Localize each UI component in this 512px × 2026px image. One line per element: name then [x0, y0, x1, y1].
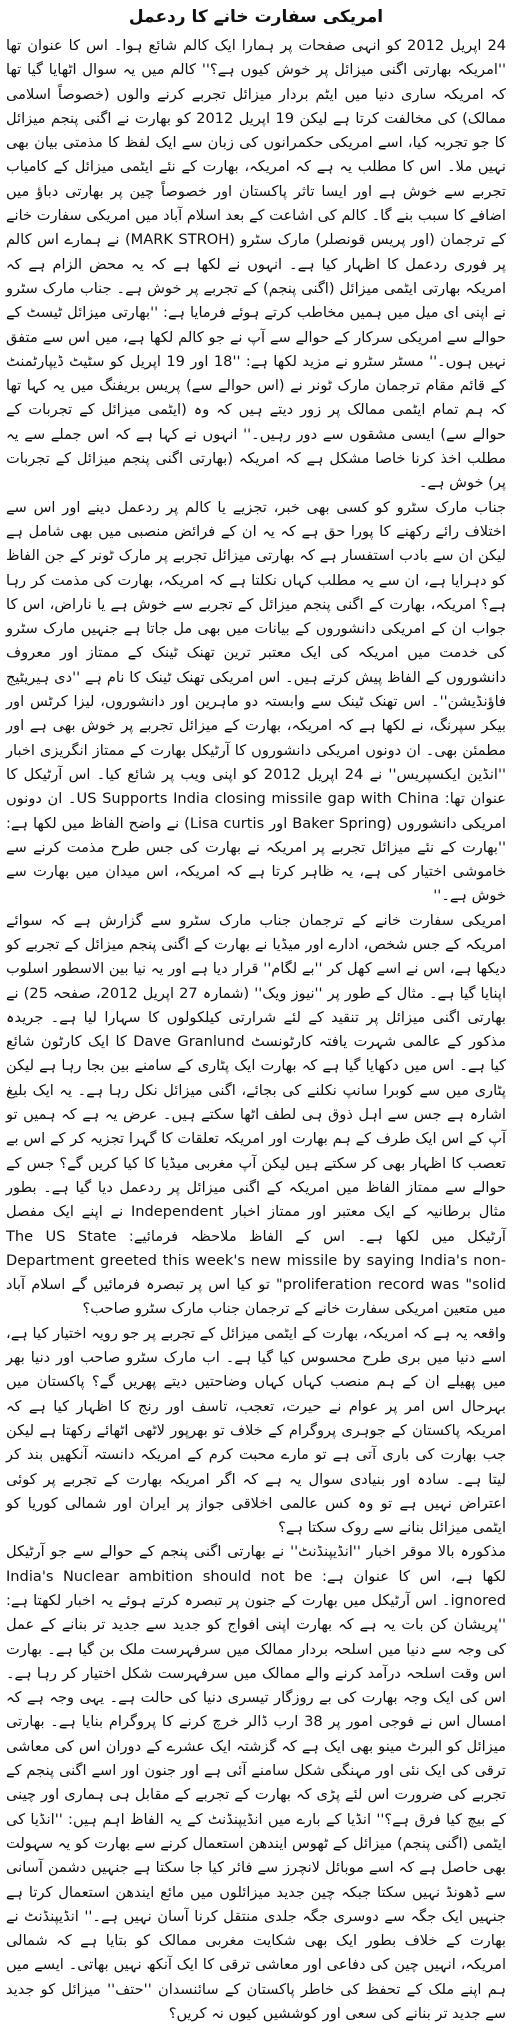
article-paragraph-3: امریکی سفارت خانے کے ترجمان جناب مارک سٹرو سے گزارش ہے کہ سوائے امریکہ کے جس شخص، ادارے اور میڈیا نے بھارت کے اگنی پنجم میزائل کے تجربے کو دیکھا ہے، اس نے اسے کھل کر ''بے لگام'' قرار دیا ہے اور یہ نیا بین الاسطور اسلوب اپنایا گیا ہے۔ مثال کے طور پر ''نیوز ویک'' (شمارہ 27 اپریل 2012، صفحہ 25) نے بھارتی اگنی میزائل پر تنقید کے لئے شرارتی کیلکولوں کا سہارا لیا ہے۔ جریدہ مذکور کے عالمی شہرت یافتہ کارٹونسٹ Dave Granlund کا ایک کارٹون شائع کیا ہے۔ اس میں دکھایا گیا ہے کہ بھارت ایک پٹاری کے سامنے بین بجا رہا ہے لیکن پٹاری میں سے کوبرا سانپ نکلنے کی بجائے، اگنی میزائل نکل رہا ہے۔ یہ ایک بلیغ اشارہ ہے جس سے اہل ذوق ہی لطف اٹھا سکتے ہیں۔ عرض یہ ہے کہ ہمیں تو آپ کے اس ایک طرف کے ہم بھارت اور امریکہ تعلقات کا گہرا تجزیہ کر کے اس بے تعصب کا اظہار بھی کر سکتے ہیں لیکن آپ مغربی میڈیا کا کیا کریں گے؟ جس کے حوالے سے ممتاز الفاظ میں امریکہ کے اگنی میزائل پر ردعمل دیا گیا ہے۔ بطور مثال برطانیہ کے ایک معتبر اور ممتاز اخبار Independent نے اپنے ایک مفصل آرٹیکل میں لکھا ہے۔ اس کے الفاظ ملاحظہ فرمائیے: The US State Department greeted this week's new missile by saying India's non-proliferation record was "solid" تو کیا اس پر تبصرہ فرمائیں گے اسلام آباد میں متعین امریکی سفارت خانے کے ترجمان جناب مارک سٹرو صاحب؟: [6, 911, 507, 1318]
article-paragraph-1: 24 اپریل 2012 کو انہی صفحات پر ہمارا ایک کالم شائع ہوا۔ اس کا عنوان تھا ''امریکہ بھارتی اگنی میزائل پر خوش کیوں ہے؟'' کالم میں یہ سوال اٹھایا گیا تھا کہ امریکہ ساری دنیا میں ایٹم بردار میزائل تجربے کرنے والوں (خصوصاً اسلامی ممالک) کی مخالفت کرتا ہے لیکن 19 اپریل 2012 کو بھارت نے اگنی پنجم میزائل کا جو تجربہ کیا، اسے امریکی حکمرانوں کی زبان سے ایک لفظ کا مذمتی بیان بھی نہیں ملا۔ اس کا مطلب یہ ہے کہ امریکہ، بھارت کے نئے ایٹمی میزائل کے کامیاب تجربے سے خوش ہے اور ایسا تاثر پاکستان اور خصوصاً چین پر بھارتی دباؤ میں اضافے کا سبب بنے گا۔ کالم کی اشاعت کے بعد اسلام آباد میں امریکی سفارت خانے کے ترجمان (اور پریس قونصلر) مارک سٹرو (MARK STROH) نے ہمارے اس کالم پر فوری ردعمل کا اظہار کیا ہے۔ انہوں نے لکھا ہے کہ یہ محض الزام ہے کہ امریکہ بھارتی ایٹمی میزائل (اگنی پنجم) کے تجربے پر خوش ہے۔ جناب مارک سٹرو نے اپنی ای میل میں ہمیں مخاطب کرتے ہوئے فرمایا ہے: ''بھارتی میزائل ٹیسٹ کے حوالے سے امریکی سرکار کے حوالے سے آپ نے جو کالم لکھا ہے، میں اس سے متفق نہیں ہوں۔'' مسٹر سٹرو نے مزید لکھا ہے: ''18 اور 19 اپریل کو سٹیٹ ڈیپارٹمنٹ کے قائم مقام ترجمان مارک ٹونر نے (اس حوالے سے) پریس بریفنگ میں یہ کہا تھا کہ ہم تمام ایٹمی ممالک پر زور دیتے ہیں کہ وہ (ایٹمی میزائل کے تجربات کے حوالے سے) ایسی مشقوں سے دور رہیں۔'' انہوں نے کہا ہے کہ اس جملے سے یہ مطلب اخذ کرنا خاصا مشکل ہے کہ امریکہ (بھارتی اگنی پنجم میزائل کے تجربات پر) خوش ہے۔: [6, 37, 507, 492]
article-paragraph-5: مذکورہ بالا موقر اخبار ''انڈیپنڈنٹ'' نے بھارتی اگنی پنجم کے حوالے سے جو آرٹیکل لکھا ہے، اس کا عنوان ہے: India's Nuclear ambition should not be ignored۔ اس آرٹیکل میں بھارت کے جنون پر تبصرہ کرتے ہوئے یہ اخبار لکھتا ہے: ''پریشان کن بات یہ ہے کہ بھارت اپنی افواج کو جدید سے جدید تر بنانے کے عمل کی وجہ سے دنیا میں اسلحہ بردار ممالک میں سرفہرست ملک بن گیا ہے۔ بھارت اس وقت اسلحہ درآمد کرنے والے ممالک میں سرفہرست شکل اختیار کر رہا ہے۔ اس کی ایک وجہ بھارت کی بے روزگار تیسری دنیا کی حالت ہے۔ یہی وجہ ہے کہ امسال اس نے فوجی امور پر 38 ارب ڈالر خرچ کرنے کا پروگرام بنایا ہے۔ بھارتی میزائل کو البرٹ مینو بھی ایک ہے کہ گزشتہ ایک عشرے کے دوران اس کی معاشی ترقی کی ایک نئی اور مہنگی شکل سامنے آئی ہے اور جنون اور اسے اگنی پنجم کے تجربے کی ضرورت اس لئے پڑی کہ بھارت کے تجربے کے مقابل ہی ہماری اور چینی کے بیچ کیا فرق ہے؟'' انڈیا کے بارے میں انڈیپنڈنٹ کے یہ الفاظ اہم ہیں: ''انڈیا کی ایٹمی (اگنی پنجم) میزائل کے ٹھوس ایندھن استعمال کرنے سے بھارت کو یہ سہولت بھی حاصل ہے کہ اسے موبائل لانچرز سے فائر کیا جا سکتا ہے جنہیں دشمن آسانی سے ڈھونڈ نہیں سکتا جبکہ چین جدید میزائلوں میں مائع ایندھن استعمال کرتا ہے جنہیں ایک جگہ سے دوسری جگہ جلدی منتقل کرنا آسان نہیں ہے۔'' انڈیپنڈنٹ نے بھارت کے خلاف بطور ایک بھی شکایت مغربی ممالک کو بتایا ہے کہ شمالی امریکہ، انہیں چین کی دفاعی اور معاشی ترقی کا ایک آنکھ نہیں بھاتی۔ ایسے میں ہم اپنے ملک کے تحفظ کی خاطر پاکستان کے سائنسدان ''حتف'' میزائل کو جدید سے جدید تر بنانے کی سعی اور کوششیں کیوں نہ کریں؟: [6, 1543, 506, 2023]
article-paragraph-2: جناب مارک سٹرو کو کسی بھی خبر، تجزیے یا کالم پر ردعمل دینے اور اس سے اختلاف رائے رکھنے کا پورا حق ہے کہ یہ ان کے فرائض منصبی میں بھی شامل ہے لیکن ان سے بادب استفسار ہے کہ بھارتی میزائل تجربے پر مارک ٹونر کے جن الفاظ کو دہرایا ہے، ان سے یہ مطلب کہاں نکلتا ہے کہ امریکہ، بھارت کی مذمت کر رہا ہے؟ امریکہ، بھارت کے اگنی پنجم میزائل کے تجربے سے خوش ہے یا ناراض، اس کا جواب ان کے امریکی دانشوروں کے بیانات میں بھی مل جاتا ہے جنہیں مارک سٹرو کی خدمت میں امریکہ کی ایک معتبر ترین تھنک ٹینک کے ممتاز اور معروف دانشوروں کے الفاظ پیش کرتے ہیں۔ اس امریکی تھنک ٹینک کا نام ہے ''دی ہیریٹیج فاؤنڈیشن''۔ اس تھنک ٹینک سے وابستہ دو ماہرین اور دانشوروں، لیزا کرٹس اور بیکر سپرنگ، نے لکھا ہے کہ امریکہ، بھارت کے میزائل تجربے پر خوش بھی ہے اور مطمئن بھی۔ ان دونوں امریکی دانشوروں کا آرٹیکل بھارت کے ممتاز انگریزی اخبار ''انڈین ایکسپریس'' نے 24 اپریل 2012 کو اپنی ویب پر شائع کیا۔ اس آرٹیکل کا عنوان تھا: US Supports India closing missile gap with China۔ ان دونوں امریکی دانشوروں (Baker Spring اور Lisa curtis) نے واضح الفاظ میں لکھا ہے: ''بھارت کے نئے میزائل تجربے پر امریکہ نے بھارت کی جس طرح مذمت کرنے سے خاموشی اختیار کی ہے، یہ ظاہر کرتا ہے کہ امریکہ، اس میدان میں بھارت سے خوش ہے۔'': [6, 498, 507, 905]
article-title: امریکی سفارت خانے کا ردعمل: [128, 7, 384, 27]
article-paragraph-4: واقعہ یہ ہے کہ امریکہ، بھارت کے ایٹمی میزائل کے تجربے پر جو رویہ اختیار کیا ہے، اسے دنیا میں بری طرح محسوس کیا گیا ہے۔ اب مارک سٹرو صاحب اور دنیا بھر میں پھیلے ان کے ہم منصب کہاں کہاں وضاحتیں دیتے پھریں گے؟ پاکستان میں بہرحال اس امر پر عوام نے حیرت، تعجب، تاسف اور رنج کا اظہار کیا ہے کہ امریکہ پاکستان کے جوہری پروگرام کے خلاف تو بھرپور لاٹھی اٹھائے رکھتا ہے لیکن جب بھارت کی باری آتی ہے تو مارے محبت کرم کے امریکہ دانستہ آنکھیں بند کر لیتا ہے۔ سادہ اور بنیادی سوال یہ ہے کہ اگر امریکہ بھارت کے تجربے پر کوئی اعتراض نہیں ہے تو وہ کس عالمی اخلاقی جواز پر ایران اور شمالی کوریا کو ایٹمی میزائل بنانے سے روک سکتا ہے؟: [6, 1324, 506, 1537]
